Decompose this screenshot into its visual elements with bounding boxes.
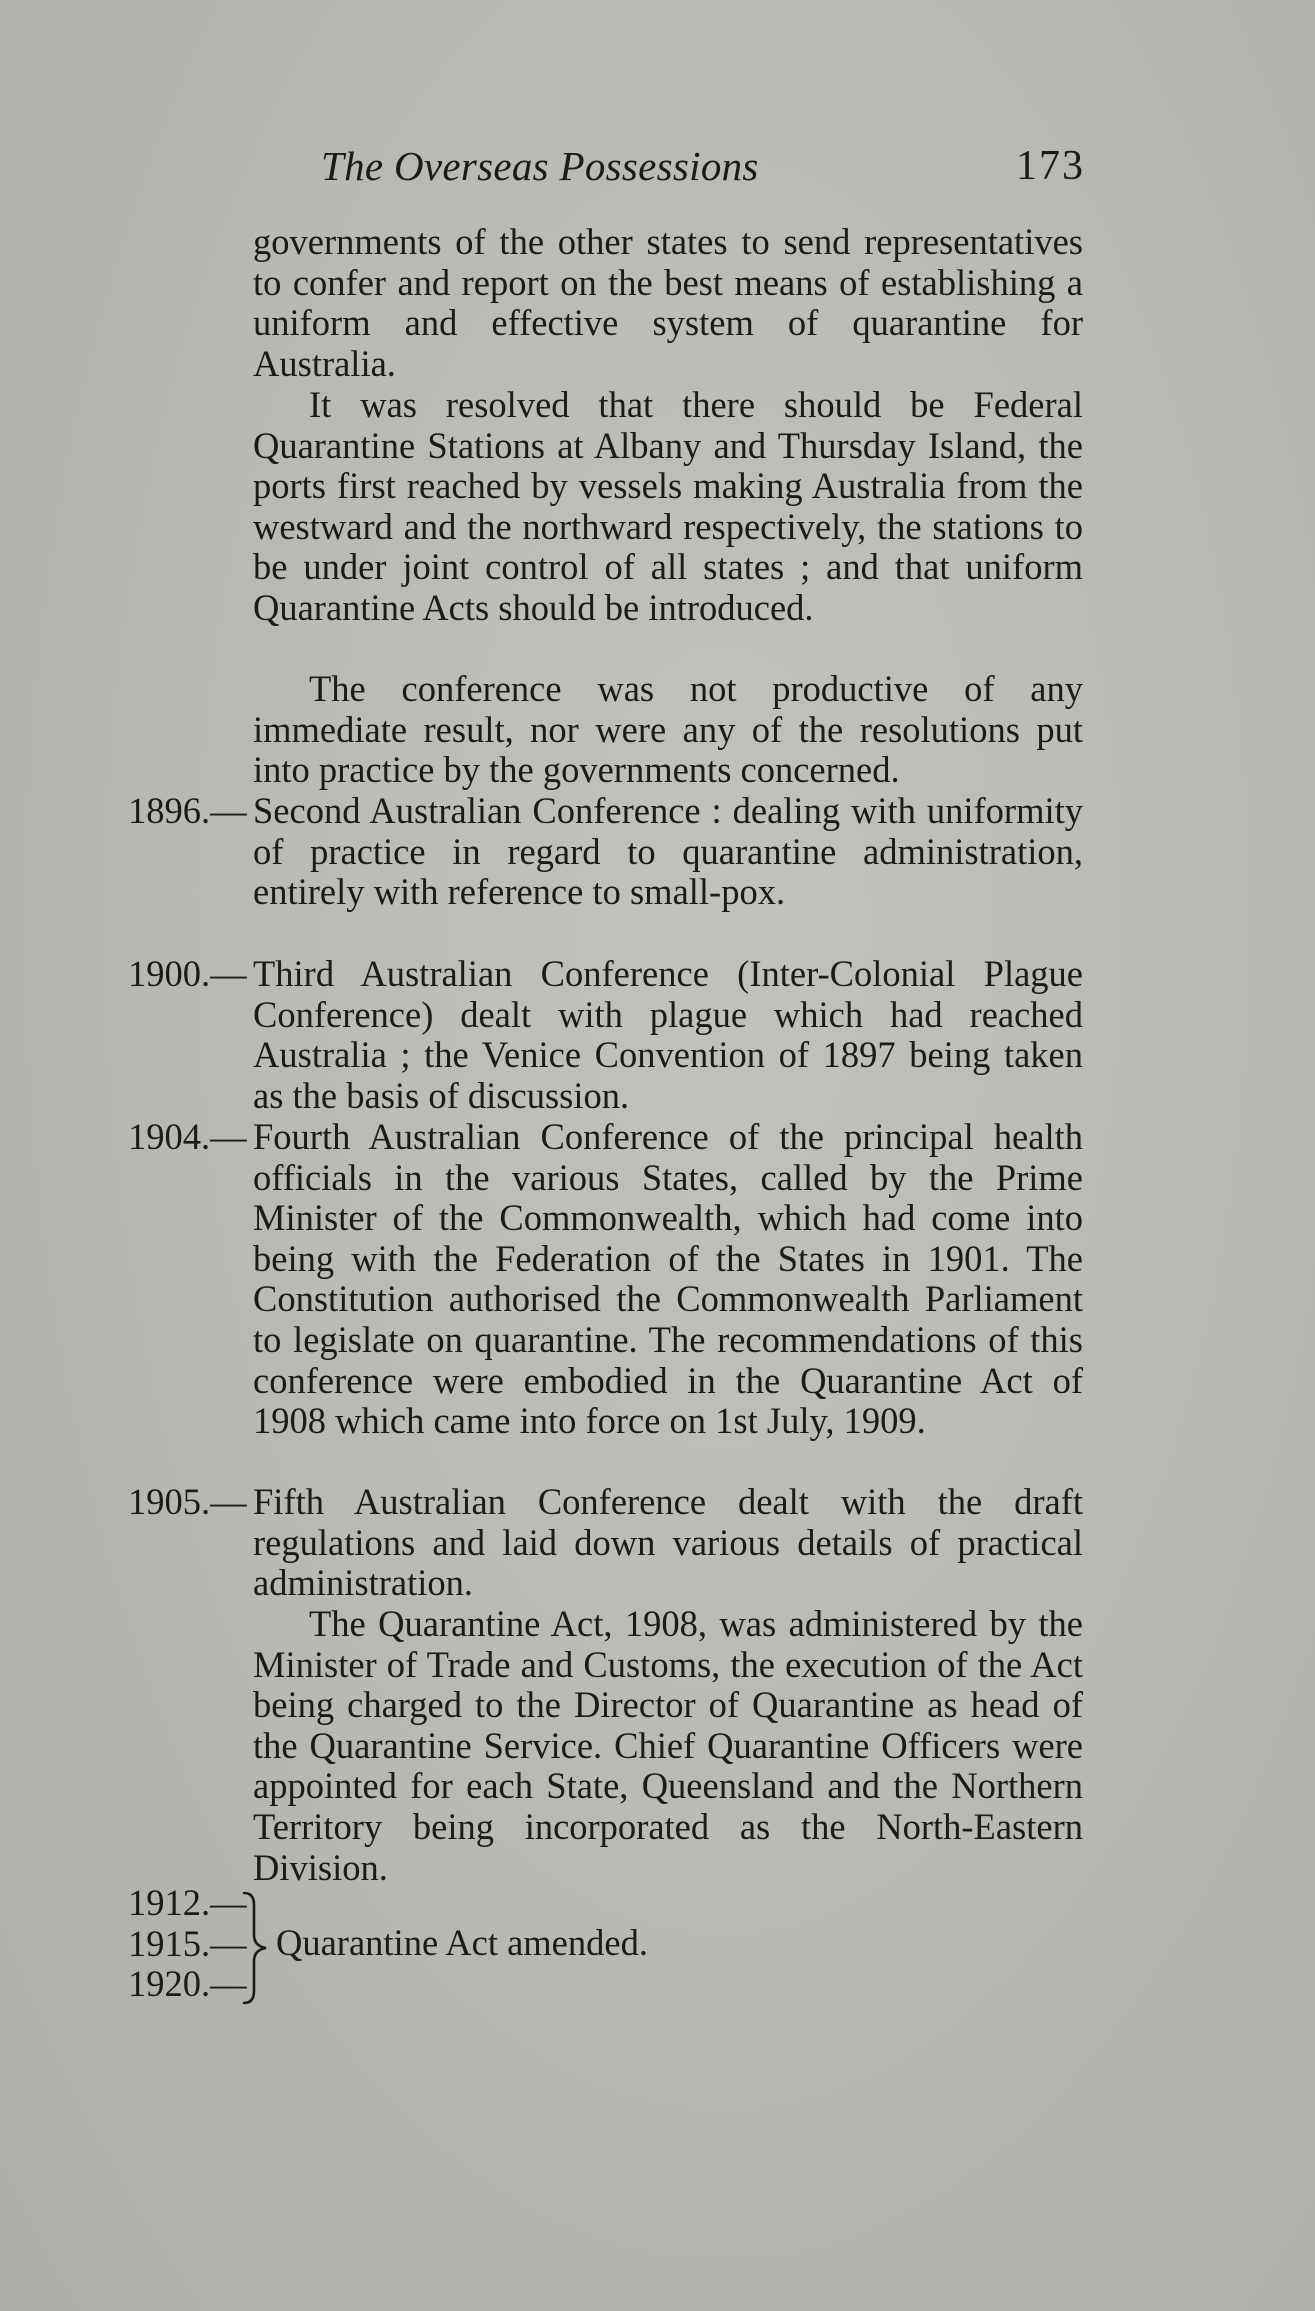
chronology-entry-1904: [128, 1117, 1083, 1442]
amendment-year: 1915.—: [128, 1922, 247, 1964]
chronology-entry-1896: [128, 791, 1083, 913]
running-title: The Overseas Possessions: [321, 143, 759, 189]
entry-year: 1896.—: [128, 790, 246, 831]
paragraph-continuation: governments of the other states to send representatives to confer and report on the best means of establishing a uniform and effective system of quarantine for Australia.: [253, 221, 1083, 384]
paragraph-conference-result: The conference was not productive of any immediate result, nor were any of the resolutions put into practice by the governments concerned.: [253, 668, 1083, 791]
amendment-year: 1912.—: [128, 1882, 247, 1923]
entry-text: Third Australian Conference (Inter-Colonial Plague Conference) dealt with plague which had reached Australia ; the Venice Convention of 1897 being taken as the basis of discussion.: [253, 953, 1083, 1116]
entry-year: 1905.—: [128, 1481, 246, 1522]
entry-year: 1904.—: [128, 1116, 246, 1157]
entry-text: Fourth Australian Conference of the principal health officials in the various States, called by the Prime Minister of the Commonwealth, which had come into being with the Federation of the States in 1901. The Constitution authorised the Commonwealth Parliament to legislate on quarantine. The recommendations of this conference were embodied in the Quarantine Act of 1908 which came into force on 1st July, 1909.: [253, 1116, 1083, 1442]
page-header: [253, 142, 1091, 202]
amendment-year: 1920.—: [128, 1963, 247, 2005]
entry-text: Fifth Australian Conference dealt with the draft regulations and laid down various details of practical administration.: [253, 1481, 1083, 1604]
chronology-entry-1905: [128, 1482, 1083, 1604]
paragraph-resolution: It was resolved that there should be Federal Quarantine Stations at Albany and Thursday Island, the ports first reached by vessels making Australia from the westward and the northward respectively, the stations to be under joint control of all states ; and that uniform Quarantine Acts should be introduced.: [253, 384, 1083, 628]
paragraph-act-administration: The Quarantine Act, 1908, was administered by the Minister of Trade and Customs, the execution of the Act being charged to the Director of Quarantine as head of the Quarantine Service. Chief Quarantine Officers were appointed for each State, Queensland and the Northern Territory being incorporated as the North-Eastern Division.: [253, 1603, 1083, 1888]
entry-year: 1900.—: [128, 953, 246, 994]
entry-text: Second Australian Conference : dealing with uniformity of practice in regard to quarantine administration, entirely with reference to small-pox.: [253, 790, 1083, 913]
chronology-entry-1900: [128, 954, 1083, 1116]
amendments-group: [128, 1883, 928, 2013]
amendment-text: Quarantine Act amended.: [276, 1922, 648, 1963]
curly-brace-icon: [238, 1891, 272, 2005]
page-number: 173: [1016, 143, 1085, 189]
